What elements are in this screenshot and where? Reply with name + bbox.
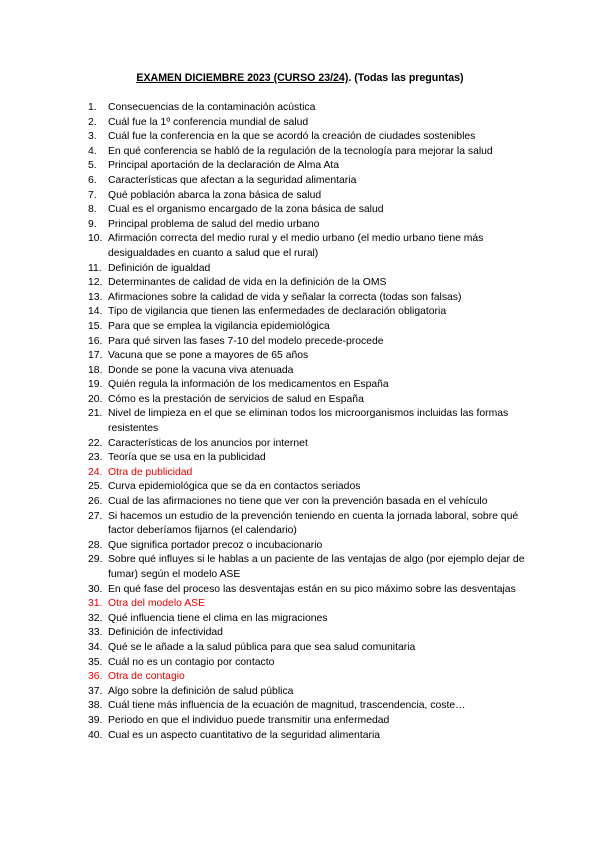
question-number: 39. <box>88 714 103 726</box>
question-text: Cómo es la prestación de servicios de salud en España <box>108 393 364 405</box>
question-text: Otra del modelo ASE <box>108 598 206 610</box>
question-number: 25. <box>88 481 103 493</box>
question-text: Otra de publicidad <box>108 466 193 478</box>
question-number: 24. <box>88 466 103 478</box>
question-text: Tipo de vigilancia que tienen las enfermedades de declaración obligatoria <box>108 306 447 318</box>
question-item <box>88 159 528 174</box>
question-text: Principal problema de salud del medio urbano <box>108 218 320 230</box>
question-item <box>88 656 528 671</box>
question-number: 1. <box>88 102 97 113</box>
question-text: Cual de las afirmaciones no tiene que ver con la prevención basada en el vehículo <box>108 496 488 508</box>
question-text: Determinantes de calidad de vida en la definición de la OMS <box>108 277 387 289</box>
question-item <box>88 597 528 612</box>
question-item <box>88 495 528 510</box>
question-text: Curva epidemiológica que se da en contactos seriados <box>108 481 361 493</box>
question-number: 40. <box>88 729 103 741</box>
question-item <box>88 378 528 393</box>
question-text: Cuál tiene más influencia de la ecuación de magnitud, trascendencia, coste… <box>108 700 466 712</box>
question-item <box>88 451 528 466</box>
question-text: Cual es el organismo encargado de la zona básica de salud <box>108 204 384 216</box>
question-number: 37. <box>88 685 103 697</box>
question-item <box>88 626 528 641</box>
question-item <box>88 218 528 233</box>
question-item <box>88 510 528 539</box>
question-text: Sobre qué influyes si le hablas a un paciente de las ventajas de algo (por ejemplo dejar de fumar) según el modelo ASE <box>108 554 525 580</box>
question-text: Características de los anuncios por internet <box>108 437 308 449</box>
question-item <box>88 262 528 277</box>
question-number: 4. <box>88 145 97 157</box>
question-item <box>88 699 528 714</box>
question-number: 21. <box>88 408 103 420</box>
question-text: Algo sobre la definición de salud pública <box>108 685 294 697</box>
question-item <box>88 729 528 744</box>
exam-title-separator: . <box>348 72 352 84</box>
question-item <box>88 407 528 436</box>
question-number: 3. <box>88 131 97 143</box>
question-text: Cuál no es un contagio por contacto <box>108 656 275 668</box>
exam-title-main: EXAMEN DICIEMBRE 2023 (CURSO 23/24) <box>136 72 349 84</box>
question-text: Cual es un aspecto cuantitativo de la seguridad alimentaria <box>108 729 381 741</box>
question-number: 22. <box>88 437 103 449</box>
question-number: 12. <box>88 277 103 289</box>
question-item <box>88 203 528 218</box>
question-text: Afirmaciones sobre la calidad de vida y señalar la correcta (todas son falsas) <box>108 291 462 303</box>
question-item <box>88 232 528 261</box>
question-item <box>88 685 528 700</box>
exam-title <box>0 71 600 85</box>
question-item <box>88 320 528 335</box>
question-text: Afirmación correcta del medio rural y el medio urbano (el medio urbano tiene más desigualdades en cuanto a salud que el rural) <box>108 233 484 259</box>
question-number: 26. <box>88 496 103 508</box>
question-item <box>88 145 528 160</box>
question-number: 11. <box>88 262 102 274</box>
question-number: 2. <box>88 116 97 128</box>
question-item <box>88 437 528 452</box>
question-number: 17. <box>88 350 103 362</box>
question-text: En qué conferencia se habló de la regulación de la tecnología para mejorar la salud <box>108 145 493 157</box>
question-list <box>88 101 528 743</box>
question-number: 33. <box>88 627 103 639</box>
question-item <box>88 583 528 598</box>
question-item <box>88 130 528 145</box>
question-text: Que significa portador precoz o incubacionario <box>108 539 323 551</box>
question-text: Teoría que se usa en la publicidad <box>108 452 266 464</box>
question-text: Nivel de limpieza en el que se eliminan todos los microorganismos incluidas las formas resistentes <box>108 408 509 435</box>
question-item <box>88 553 528 582</box>
question-item <box>88 335 528 350</box>
question-number: 19. <box>88 379 103 391</box>
exam-title-note: (Todas las preguntas) <box>354 72 464 84</box>
question-number: 36. <box>88 671 103 683</box>
question-number: 15. <box>88 320 103 332</box>
question-number: 6. <box>88 174 97 186</box>
question-number: 23. <box>88 452 103 464</box>
question-number: 27. <box>88 510 103 522</box>
question-item <box>88 305 528 320</box>
question-text: Para que se emplea la vigilancia epidemiológica <box>108 320 330 332</box>
question-item <box>88 189 528 204</box>
question-text: Periodo en que el individuo puede transmitir una enfermedad <box>108 714 390 726</box>
question-number: 14. <box>88 306 103 318</box>
question-text: Definición de igualdad <box>108 262 211 274</box>
question-text: Donde se pone la vacuna viva atenuada <box>108 364 294 376</box>
question-number: 29. <box>88 554 103 566</box>
question-number: 13. <box>88 291 103 303</box>
question-item <box>88 714 528 729</box>
question-number: 10. <box>88 233 103 245</box>
question-number: 34. <box>88 641 103 653</box>
question-item <box>88 349 528 364</box>
question-item <box>88 364 528 379</box>
question-number: 16. <box>88 335 103 347</box>
question-number: 7. <box>88 189 97 201</box>
question-text: Para qué sirven las fases 7-10 del modelo precede-procede <box>108 335 384 347</box>
question-number: 31. <box>88 598 103 610</box>
question-number: 20. <box>88 393 103 405</box>
question-number: 9. <box>88 218 97 230</box>
question-number: 5. <box>88 160 97 172</box>
question-item <box>88 291 528 306</box>
question-text: Otra de contagio <box>108 671 185 683</box>
question-text: Si hacemos un estudio de la prevención teniendo en cuenta la jornada laboral, sobre qué factor deberíamos fijarnos (el calendario) <box>108 510 519 537</box>
question-item <box>88 612 528 627</box>
question-text: Qué influencia tiene el clima en las migraciones <box>108 612 328 624</box>
question-number: 30. <box>88 583 103 595</box>
question-number: 28. <box>88 539 103 551</box>
question-text: Qué población abarca la zona básica de salud <box>108 189 322 201</box>
question-number: 35. <box>88 656 103 668</box>
question-number: 8. <box>88 204 97 216</box>
question-item <box>88 174 528 189</box>
question-item <box>88 101 528 116</box>
question-text: Cuál fue la 1º conferencia mundial de salud <box>108 116 309 128</box>
question-item <box>88 670 528 685</box>
question-item <box>88 466 528 481</box>
question-number: 38. <box>88 700 103 712</box>
question-text: Consecuencias de la contaminación acústica <box>108 102 316 113</box>
question-number: 32. <box>88 612 103 624</box>
question-text: En qué fase del proceso las desventajas están en su pico máximo sobre las desventajas <box>108 583 516 595</box>
question-text: Vacuna que se pone a mayores de 65 años <box>108 350 309 362</box>
question-text: Qué se le añade a la salud pública para que sea salud comunitaria <box>108 641 416 653</box>
question-item <box>88 641 528 656</box>
question-text: Principal aportación de la declaración de Alma Ata <box>108 160 340 172</box>
question-text: Quién regula la información de los medicamentos en España <box>108 379 389 391</box>
question-item <box>88 480 528 495</box>
question-text: Cuál fue la conferencia en la que se acordó la creación de ciudades sostenibles <box>108 131 476 143</box>
question-item <box>88 116 528 131</box>
question-text: Definición de infectividad <box>108 627 223 639</box>
question-item <box>88 276 528 291</box>
question-text: Características que afectan a la seguridad alimentaria <box>108 174 357 186</box>
question-item <box>88 393 528 408</box>
question-item <box>88 539 528 554</box>
question-number: 18. <box>88 364 103 376</box>
